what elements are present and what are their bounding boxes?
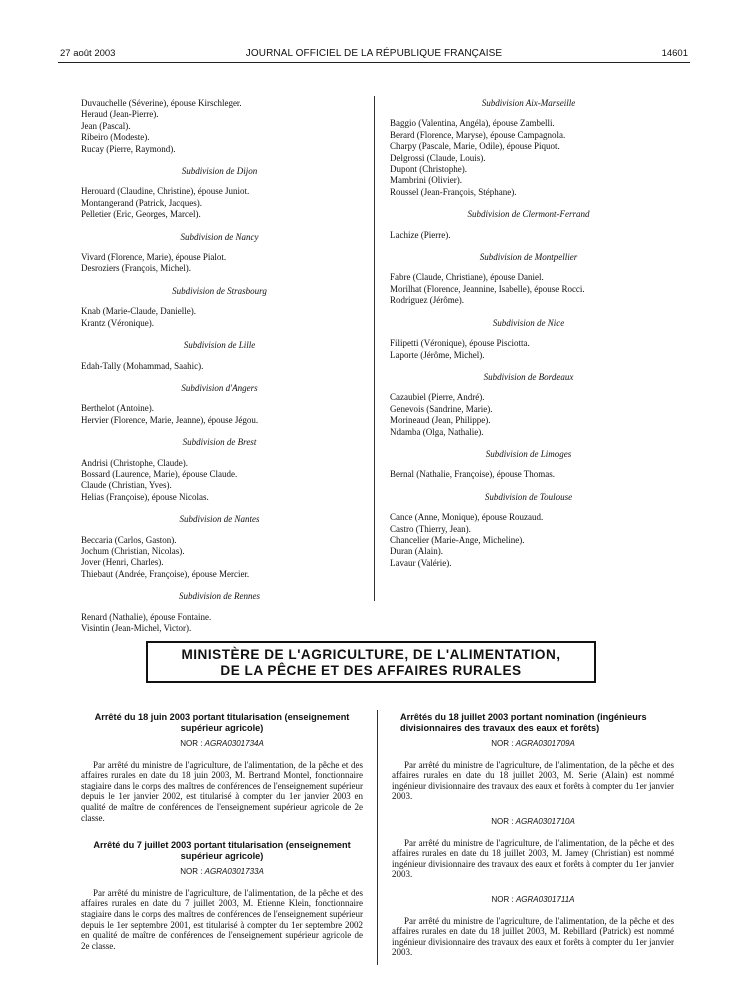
- list-item: Visintin (Jean-Michel, Victor).: [81, 623, 192, 633]
- subdivision-heading: Subdivision de Toulouse: [484, 491, 573, 502]
- list-item: Hervier (Florence, Marie, Jeanne), épouse Jégou.: [81, 414, 259, 425]
- decree-block: [392, 739, 674, 802]
- article-title: Arrêté du 18 juin 2003 portant titularisation (enseignement supérieur agricole): [94, 712, 350, 733]
- list-item: Ndamba (Olga, Nathalie).: [390, 426, 484, 437]
- list-item: Chancelier (Marie-Ange, Micheline).: [390, 534, 525, 545]
- subdivision-section: [390, 492, 667, 569]
- ministry-heading-line2: DE LA PÊCHE ET DES AFFAIRES RURALES: [220, 663, 522, 678]
- nor-label: NOR :: [491, 816, 514, 826]
- list-item: Andrisi (Christophe, Claude).: [81, 457, 188, 468]
- list-item: Jochum (Christian, Nicolas).: [81, 545, 185, 556]
- list-item: Montangerand (Patrick, Jacques).: [81, 197, 202, 208]
- list-item: Thiebaut (Andrée, Françoise), épouse Mercier.: [81, 568, 250, 579]
- subdivision-section: [390, 209, 667, 241]
- list-item: Genevois (Sandrine, Marie).: [390, 403, 493, 414]
- list-item: Laporte (Jérôme, Michel).: [390, 349, 485, 360]
- nor-label: NOR :: [491, 739, 514, 748]
- nor-label: NOR :: [180, 867, 203, 877]
- list-item: Rucay (Pierre, Raymond).: [81, 143, 176, 154]
- nor-reference: [392, 817, 674, 828]
- nor-reference: [392, 895, 674, 906]
- list-item: Claude (Christian, Yves).: [81, 480, 172, 491]
- list-item: Vivard (Florence, Marie), épouse Pialot.: [81, 252, 227, 263]
- subdivision-section: [390, 372, 667, 438]
- list-item: Jover (Henri, Charles).: [81, 557, 164, 568]
- nor-code: AGRA0301709A: [515, 739, 575, 748]
- left-name-column: [81, 98, 358, 634]
- list-item: Duran (Alain).: [390, 546, 443, 557]
- article-column-divider: [377, 710, 378, 965]
- subdivision-section: [390, 98, 667, 198]
- header-date: 27 août 2003: [60, 48, 116, 59]
- right-name-column: [390, 98, 667, 569]
- list-item: Desroziers (François, Michel).: [81, 263, 191, 274]
- subdivision-section: [81, 340, 358, 372]
- list-item: Cance (Anne, Monique), épouse Rouzaud.: [390, 512, 544, 523]
- list-item: Castro (Thierry, Jean).: [390, 523, 471, 534]
- nor-reference: [81, 739, 363, 750]
- subdivision-section: [81, 437, 358, 503]
- header-page-number: 14601: [661, 48, 688, 59]
- subdivision-heading: Subdivision d'Angers: [181, 382, 258, 393]
- list-item: Heraud (Jean-Pierre).: [81, 109, 159, 120]
- nor-reference: [392, 739, 674, 750]
- article: [81, 712, 363, 823]
- nor-code: AGRA0301711A: [515, 894, 575, 904]
- nor-reference: [81, 867, 363, 878]
- list-item: Dupont (Christophe).: [390, 164, 467, 175]
- article-text: Par arrêté du ministre de l'agriculture, de l'alimentation, de la pêche et des affaires rurales en date du 18 juillet 2003, M. Rebillard (Patrick) est nommé ingénieur divisionnaire des travaux des eaux et forêts à compter du 1er janvier 2003.: [392, 915, 674, 958]
- list-item: Berard (Florence, Maryse), épouse Campagnola.: [390, 129, 566, 140]
- subdivision-heading: Subdivision de Rennes: [179, 591, 260, 602]
- list-item: Knab (Marie-Claude, Danielle).: [81, 306, 196, 317]
- list-item: Jean (Pascal).: [81, 120, 131, 131]
- nor-label: NOR :: [491, 894, 514, 904]
- list-item: Delgrossi (Claude, Louis).: [390, 152, 486, 163]
- subdivision-section: [390, 449, 667, 481]
- list-item: Herouard (Claudine, Christine), épouse Juniot.: [81, 186, 250, 197]
- decree-block: [392, 895, 674, 958]
- subdivision-section: [390, 252, 667, 307]
- list-item: Charpy (Pascale, Marie, Odile), épouse Piquot.: [390, 141, 560, 152]
- list-item: Renard (Nathalie), épouse Fontaine.: [81, 611, 212, 622]
- subdivision-heading: Subdivision de Lille: [183, 340, 256, 351]
- list-item: Cazaubiel (Pierre, André).: [390, 392, 485, 403]
- list-item: Baggio (Valentina, Angéla), épouse Zambelli.: [390, 118, 555, 129]
- column-divider: [374, 96, 375, 601]
- subdivision-section: [81, 514, 358, 580]
- list-item: Morilhat (Florence, Jeannine, Isabelle), épouse Rocci.: [390, 283, 585, 294]
- decree-block: [392, 817, 674, 880]
- list-item: Beccaria (Carlos, Gaston).: [81, 534, 177, 545]
- right-article-column: [392, 712, 674, 973]
- list-item: Roussel (Jean-François, Stéphane).: [390, 186, 517, 197]
- list-item: Mambrini (Olivier).: [390, 175, 462, 186]
- list-item: Berthelot (Antoine).: [81, 403, 154, 414]
- list-item: Krantz (Véronique).: [81, 317, 154, 328]
- page-header: [58, 46, 690, 63]
- subdivision-heading: Subdivision de Nancy: [180, 231, 259, 242]
- nor-code: AGRA0301710A: [515, 816, 575, 826]
- list-item: Bossard (Laurence, Marie), épouse Claude.: [81, 468, 238, 479]
- subdivision-section: [390, 318, 667, 361]
- subdivision-heading: Subdivision de Clermont-Ferrand: [467, 209, 590, 220]
- subdivision-section: [81, 286, 358, 329]
- subdivision-section: [81, 232, 358, 275]
- list-item: Rodriguez (Jérôme).: [390, 295, 464, 306]
- subdivision-section: [81, 98, 358, 155]
- article-title: Arrêtés du 18 juillet 2003 portant nomination (ingénieurs divisionnaires des travaux des eaux et forêts): [400, 712, 647, 733]
- ministry-heading: [146, 641, 596, 683]
- subdivision-heading: Subdivision de Strasbourg: [172, 285, 267, 296]
- subdivision-heading: Subdivision Aix-Marseille: [481, 98, 576, 108]
- list-item: Pelletier (Eric, Georges, Marcel).: [81, 209, 201, 220]
- subdivision-heading: Subdivision de Dijon: [181, 166, 258, 177]
- subdivision-section: [81, 166, 358, 221]
- list-item: Lavaur (Valérie).: [390, 557, 452, 568]
- subdivision-heading: Subdivision de Bordeaux: [483, 371, 574, 382]
- list-item: Duvauchelle (Séverine), épouse Kirschleger.: [81, 98, 242, 108]
- list-item: Ribeiro (Modeste).: [81, 132, 150, 143]
- ministry-heading-line1: MINISTÈRE DE L'AGRICULTURE, DE L'ALIMENTATION,: [181, 647, 561, 662]
- nor-label: NOR :: [180, 739, 203, 748]
- nor-code: AGRA0301734A: [204, 739, 264, 748]
- list-item: Edah-Tally (Mohammad, Saahic).: [81, 360, 204, 371]
- article-text: Par arrêté du ministre de l'agriculture, de l'alimentation, de la pêche et des affaires rurales en date du 18 juillet 2003, M. Serie (Alain) est nommé ingénieur divisionnaire des travaux des eaux et forêts à compter du 1er janvier 2003.: [392, 759, 674, 802]
- list-item: Lachize (Pierre).: [390, 229, 451, 240]
- article-text: Par arrêté du ministre de l'agriculture, de l'alimentation, de la pêche et des affaires rurales en date du 18 juillet 2003, M. Jamey (Christian) est nommé ingénieur divisionnaire des travaux des eaux et forêts à compter du 1er janvier 2003.: [392, 837, 674, 880]
- nor-code: AGRA0301733A: [204, 867, 264, 877]
- left-article-column: [81, 712, 363, 968]
- subdivision-heading: Subdivision de Nice: [492, 317, 565, 328]
- subdivision-heading: Subdivision de Limoges: [485, 448, 572, 459]
- subdivision-heading: Subdivision de Nantes: [179, 514, 260, 525]
- subdivision-heading: Subdivision de Brest: [182, 437, 257, 448]
- article-title: Arrêté du 7 juillet 2003 portant titularisation (enseignement supérieur agricole): [93, 840, 351, 861]
- article: [81, 840, 363, 951]
- article-text: Par arrêté du ministre de l'agriculture, de l'alimentation, de la pêche et des affaires rurales en date du 18 juin 2003, M. Bertrand Montel, fonctionnaire stagiaire dans le corps des maîtres de conférences de l'enseignement supérieur depuis le 1er janvier 2002, est titularisé à compter du 1er janvier 2003 en qualité de maître de conférences de l'enseignement supérieur agricole de 2e classe.: [81, 759, 363, 823]
- list-item: Bernal (Nathalie, Françoise), épouse Thomas.: [390, 469, 556, 480]
- list-item: Morineaud (Jean, Philippe).: [390, 415, 491, 426]
- header-journal-title: JOURNAL OFFICIEL DE LA RÉPUBLIQUE FRANÇAISE: [245, 48, 503, 59]
- subdivision-section: [81, 591, 358, 634]
- list-item: Fabre (Claude, Christiane), épouse Daniel.: [390, 272, 544, 283]
- subdivision-section: [81, 383, 358, 426]
- list-item: Filipetti (Véronique), épouse Pisciotta.: [390, 338, 530, 349]
- article-text: Par arrêté du ministre de l'agriculture, de l'alimentation, de la pêche et des affaires rurales en date du 7 juillet 2003, M. Etienne Klein, fonctionnaire stagiaire dans le corps des maîtres de conférences de l'enseignement supérieur depuis le 1er septembre 2001, est titularisé à compter du 1er septembre 2002 en qualité de maître de conférences de l'enseignement supérieur agricole de 2e classe.: [81, 887, 363, 951]
- subdivision-heading: Subdivision de Montpellier: [479, 252, 578, 263]
- list-item: Helias (Françoise), épouse Nicolas.: [81, 491, 209, 502]
